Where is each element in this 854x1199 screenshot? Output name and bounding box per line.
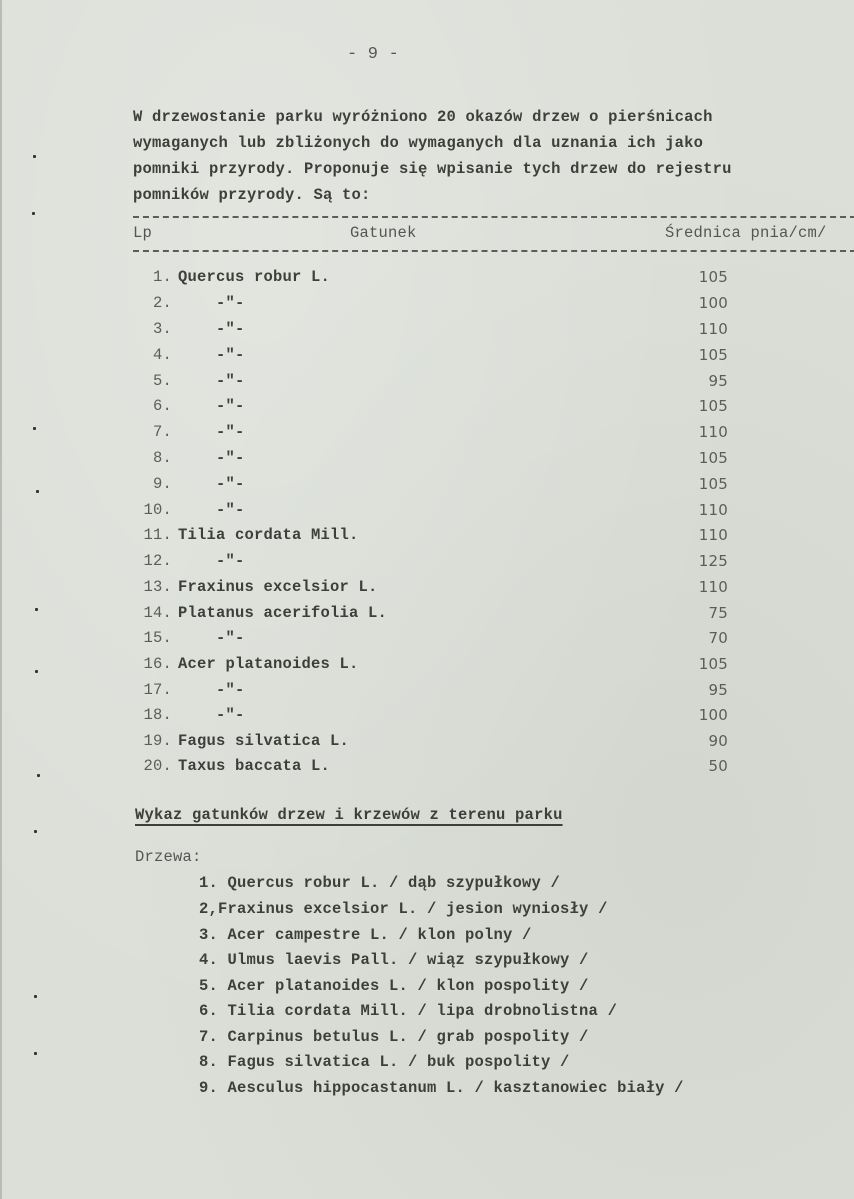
row-diameter: 50: [708, 757, 728, 775]
row-diameter: 105: [698, 475, 728, 493]
row-lp: 10.: [143, 501, 172, 519]
margin-speck: [35, 608, 38, 611]
row-species: -"-: [216, 423, 245, 441]
row-diameter: 100: [698, 706, 728, 724]
row-species: -"-: [216, 372, 245, 390]
margin-speck: [37, 774, 40, 777]
row-species: Quercus robur L.: [178, 268, 331, 286]
row-lp: 12.: [143, 552, 172, 570]
row-lp: 9.: [152, 475, 172, 493]
row-species: -"-: [216, 449, 245, 467]
margin-speck: [34, 995, 37, 998]
row-lp: 17.: [143, 681, 172, 699]
row-species: -"-: [216, 629, 245, 647]
row-diameter: 105: [698, 655, 728, 673]
intro-line: pomników przyrody. Są to:: [133, 186, 371, 204]
row-species: Taxus baccata L.: [178, 757, 331, 775]
row-diameter: 70: [708, 629, 728, 647]
header-species: Gatunek: [350, 224, 417, 242]
species-list-item: 1. Quercus robur L. / dąb szypułkowy /: [199, 874, 561, 892]
row-species: -"-: [216, 706, 245, 724]
species-list-item: 3. Acer campestre L. / klon polny /: [199, 926, 532, 944]
row-lp: 2.: [152, 294, 172, 312]
table-header-rule: [133, 250, 854, 252]
species-list-item: 4. Ulmus laevis Pall. / wiąz szypułkowy /: [199, 951, 589, 969]
row-species: -"-: [216, 294, 245, 312]
row-diameter: 105: [698, 397, 728, 415]
row-diameter: 95: [708, 681, 728, 699]
row-lp: 3.: [152, 320, 172, 338]
row-diameter: 110: [698, 578, 728, 596]
row-lp: 15.: [143, 629, 172, 647]
species-list-item: 2,Fraxinus excelsior L. / jesion wyniosły /: [199, 900, 608, 918]
row-lp: 6.: [152, 397, 172, 415]
row-diameter: 95: [708, 372, 728, 390]
intro-line: W drzewostanie parku wyróżniono 20 okazów drzew o pierśnicach: [133, 108, 713, 126]
row-lp: 16.: [143, 655, 172, 673]
margin-speck: [33, 427, 36, 430]
species-list-item: 7. Carpinus betulus L. / grab pospolity /: [199, 1028, 589, 1046]
row-diameter: 100: [698, 294, 728, 312]
row-lp: 20.: [143, 757, 172, 775]
intro-line: pomniki przyrody. Proponuje się wpisanie tych drzew do rejestru: [133, 160, 732, 178]
row-species: -"-: [216, 552, 245, 570]
row-lp: 5.: [152, 372, 172, 390]
row-species: Fraxinus excelsior L.: [178, 578, 378, 596]
species-list-item: 6. Tilia cordata Mill. / lipa drobnolistna /: [199, 1002, 618, 1020]
row-lp: 18.: [143, 706, 172, 724]
row-diameter: 125: [698, 552, 728, 570]
row-diameter: 105: [698, 449, 728, 467]
row-species: Fagus silvatica L.: [178, 732, 350, 750]
row-species: -"-: [216, 346, 245, 364]
row-lp: 1.: [152, 268, 172, 286]
row-lp: 7.: [152, 423, 172, 441]
row-lp: 11.: [143, 526, 172, 544]
row-diameter: 75: [708, 604, 728, 622]
row-diameter: 90: [708, 732, 728, 750]
margin-speck: [33, 155, 36, 158]
header-diameter: Średnica pnia/cm/: [665, 224, 827, 242]
species-list-item: 5. Acer platanoides L. / klon pospolity /: [199, 977, 589, 995]
subsection-label: Drzewa:: [135, 848, 202, 866]
row-species: -"-: [216, 681, 245, 699]
row-species: -"-: [216, 320, 245, 338]
row-species: -"-: [216, 501, 245, 519]
row-diameter: 105: [698, 346, 728, 364]
margin-speck: [36, 490, 39, 493]
row-lp: 4.: [152, 346, 172, 364]
margin-speck: [35, 670, 38, 673]
row-lp: 8.: [152, 449, 172, 467]
row-diameter: 110: [698, 501, 728, 519]
row-species: Acer platanoides L.: [178, 655, 359, 673]
table-top-rule: [133, 216, 854, 218]
row-diameter: 110: [698, 423, 728, 441]
page-number: - 9 -: [347, 45, 400, 64]
row-diameter: 110: [698, 320, 728, 338]
row-species: -"-: [216, 397, 245, 415]
row-diameter: 110: [698, 526, 728, 544]
intro-line: wymaganych lub zbliżonych do wymaganych dla uznania ich jako: [133, 134, 704, 152]
row-lp: 14.: [143, 604, 172, 622]
row-species: -"-: [216, 475, 245, 493]
margin-speck: [32, 212, 35, 215]
section-title: Wykaz gatunków drzew i krzewów z terenu parku: [135, 806, 563, 824]
species-list-item: 8. Fagus silvatica L. / buk pospolity /: [199, 1053, 570, 1071]
row-lp: 13.: [143, 578, 172, 596]
species-list-item: 9. Aesculus hippocastanum L. / kasztanowiec biały /: [199, 1079, 684, 1097]
row-species: Tilia cordata Mill.: [178, 526, 359, 544]
margin-speck: [34, 1052, 37, 1055]
row-lp: 19.: [143, 732, 172, 750]
row-species: Platanus acerifolia L.: [178, 604, 388, 622]
row-diameter: 105: [698, 268, 728, 286]
header-lp: Lp: [133, 224, 153, 242]
margin-speck: [34, 830, 37, 833]
